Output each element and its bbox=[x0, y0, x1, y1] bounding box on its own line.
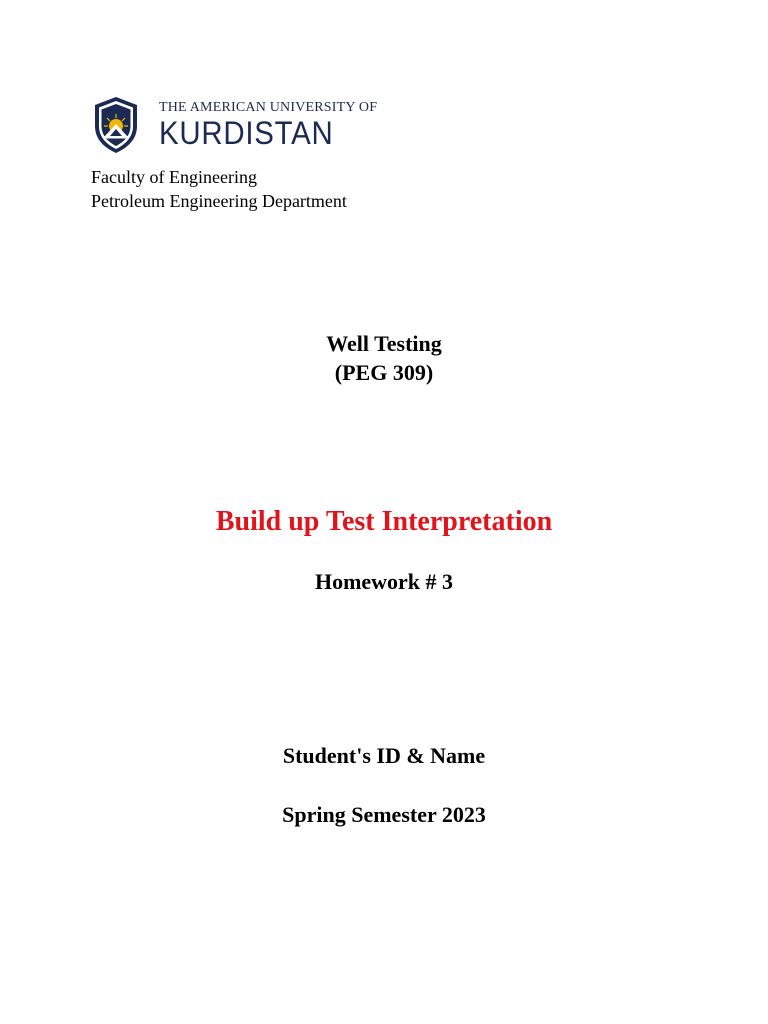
assignment-number: Homework # 3 bbox=[314, 569, 454, 594]
faculty-block bbox=[91, 165, 347, 213]
semester-label: Spring Semester 2023 bbox=[282, 802, 486, 827]
university-crest-icon bbox=[93, 96, 139, 154]
faculty-name: Faculty of Engineering bbox=[91, 167, 257, 187]
university-wordmark bbox=[159, 100, 377, 150]
department-name: Petroleum Engineering Department bbox=[91, 191, 347, 211]
university-logo bbox=[93, 96, 377, 154]
course-code: (PEG 309) bbox=[334, 360, 434, 385]
course-title: Well Testing bbox=[326, 331, 442, 356]
university-name-line2: KURDISTAN bbox=[159, 115, 334, 151]
student-id-name-label: Student's ID & Name bbox=[282, 743, 486, 768]
university-name-line1: THE AMERICAN UNIVERSITY OF bbox=[159, 100, 378, 115]
assignment-title: Build up Test Interpretation bbox=[215, 506, 553, 537]
